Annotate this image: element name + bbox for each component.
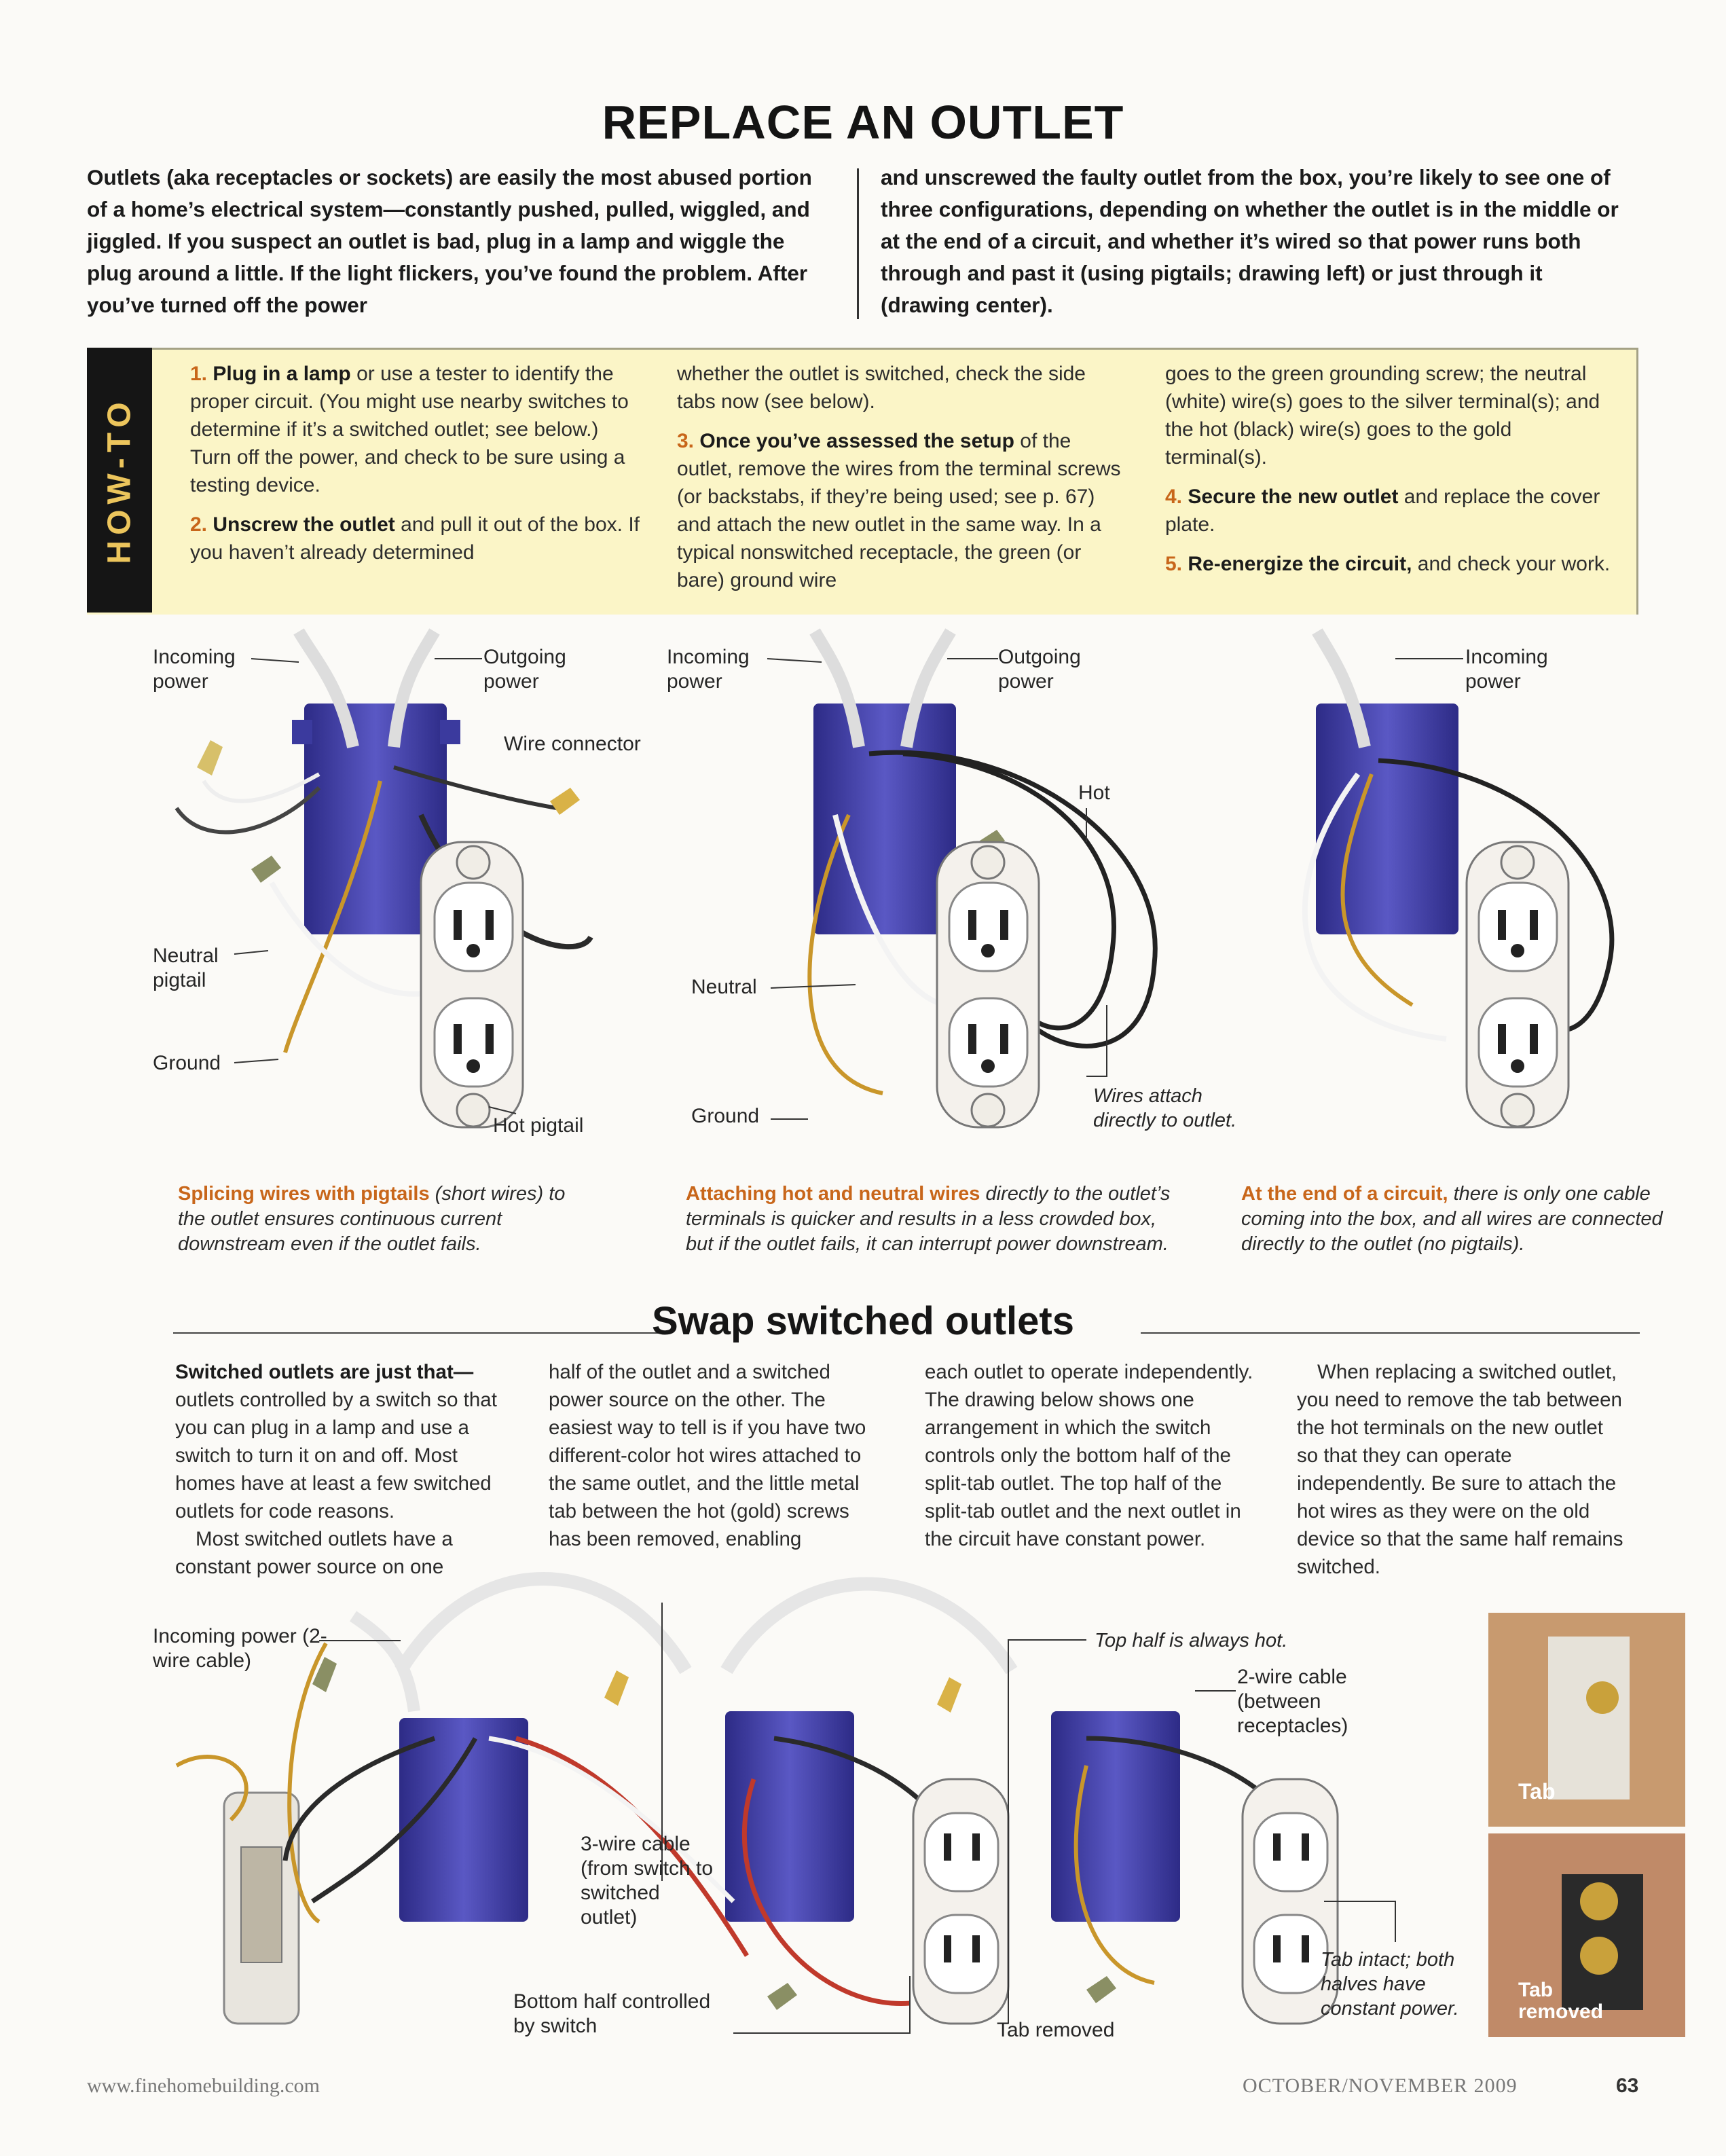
d4-tophot-label: Top half is always hot.	[1095, 1630, 1288, 1651]
photo-tab-label: Tab	[1518, 1779, 1556, 1804]
d3-incoming-label: Incoming power	[1465, 646, 1548, 693]
d2-hot-label: Hot	[1078, 782, 1110, 804]
d2-ground-label: Ground	[691, 1105, 760, 1127]
howto-column-2: whether the outlet is switched, check the side tabs now (see below). 3. Once you’ve assessed the setup of the outlet, remove the wires from the terminal screws (or backstabs, if they’re being used; see p. 67) and attach the new outlet in the same way. In a typical nonswitched receptacle, the green (or bare) ground wire	[677, 363, 1121, 591]
diagram-2-art	[809, 632, 1155, 1127]
d4-incoming-label: Incoming power (2-wire cable)	[153, 1625, 327, 1672]
d3-caption: At the end of a circuit, there is only one cable coming into the box, and all wires are connected directly to the outlet (no pigtails).	[1241, 1183, 1663, 1255]
intro-text-right: and unscrewed the faulty outlet from the box, you’re likely to see one of three configurations, depending on whether the outlet is in the middle or at the end of a circuit, and whether it’s wired so that power runs both through and past it (using pigtails; drawing left) or just through it (drawing center).	[881, 165, 1619, 317]
intro-text-left: Outlets (aka receptacles or sockets) are easily the most abused portion of a home’s electrical system—constantly pushed, pulled, wiggled, and jiggled. If you suspect an outlet is bad, plug in a lamp and wiggle the plug around a little. If the light flickers, you’ve found the problem. After you’ve turned off the power	[87, 165, 812, 317]
d1-neutral-label: Neutral pigtail	[153, 945, 219, 991]
photo-tabremoved-label: Tab removed	[1518, 1979, 1604, 2023]
d1-ground-label: Ground	[153, 1052, 221, 1074]
d1-hot-label: Hot pigtail	[493, 1114, 584, 1137]
d1-connector-label: Wire connector	[504, 733, 641, 755]
d4-threewire-label: 3-wire cable (from switch to switched outlet)	[581, 1833, 714, 1929]
d4-tabintact-label: Tab intact; both halves have constant power.	[1321, 1949, 1459, 2020]
diagram-3-art	[1305, 632, 1612, 1127]
swap-column-4: When replacing a switched outlet, you need to remove the tab between the hot terminals on the new outlet so that they can operate independently. Be sure to attach the hot wires as they were on the old device so that the same half remains switched.	[1297, 1361, 1623, 1578]
swap-column-2: half of the outlet and a switched power source on the other. The easiest way to tell is if you have two different-color hot wires attached to the same outlet, and the little metal tab between the hot (gold) screws has been removed, enabling	[549, 1361, 866, 1550]
howto-label: HOW-TO	[101, 396, 138, 564]
d1-incoming-label: Incoming power	[153, 646, 236, 693]
d4-tabremoved-label: Tab removed	[997, 2019, 1115, 2041]
howto-column-3: goes to the green grounding screw; the neutral (white) wire(s) goes to the silver terminal(s); and the hot (black) wire(s) goes to the gold terminal(s). 4. Secure the new outlet and replace the cover plate. 5. Re-energize the circuit, and check your work.	[1165, 363, 1611, 575]
footer-page-number: 63	[1616, 2075, 1639, 2097]
intro-divider	[857, 168, 859, 319]
footer-url: www.finehomebuilding.com	[87, 2075, 320, 2097]
d2-caption: Attaching hot and neutral wires directly to the outlet’s terminals is quicker and results in a less crowded box, but if the outlet fails, it can interrupt power downstream.	[686, 1183, 1171, 1255]
d2-attach-label: Wires attach directly to outlet.	[1093, 1085, 1237, 1131]
d4-twowire-label: 2-wire cable (between receptacles)	[1237, 1666, 1348, 1737]
d4-bottom-label: Bottom half controlled by switch	[513, 1990, 711, 2037]
page-title: REPLACE AN OUTLET	[602, 96, 1124, 149]
swap-column-1: Switched outlets are just that— outlets controlled by a switch so that you can plug in a lamp and use a switch to turn it on and off. Most homes have at least a few switched outlets for code reasons. Most switched outlets have a constant power source on one	[175, 1361, 497, 1578]
d1-caption: Splicing wires with pigtails (short wires) to the outlet ensures continuous current downstream even if the outlet fails.	[178, 1183, 566, 1255]
d2-neutral-label: Neutral	[691, 976, 757, 998]
d1-outgoing-label: Outgoing power	[483, 646, 566, 693]
swap-section-title: Swap switched outlets	[652, 1299, 1074, 1343]
footer-issue: OCTOBER/NOVEMBER 2009	[1243, 2075, 1518, 2097]
howto-column-1: 1. Plug in a lamp or use a tester to identify the proper circuit. (You might use nearby switches to determine if it’s a switched outlet; see below.) Turn off the power, and check to be sure using a testing device. 2. Unscrew the outlet and pull it out of the box. If you haven’t already determined	[190, 363, 640, 564]
swap-rule-right	[1141, 1332, 1640, 1334]
d2-outgoing-label: Outgoing power	[998, 646, 1081, 693]
d2-incoming-label: Incoming power	[667, 646, 750, 693]
swap-column-3: each outlet to operate independently. The drawing below shows one arrangement in which the switch controls only the bottom half of the split-tab outlet. The top half of the split-tab outlet and the next outlet in the circuit have constant power.	[925, 1361, 1253, 1550]
